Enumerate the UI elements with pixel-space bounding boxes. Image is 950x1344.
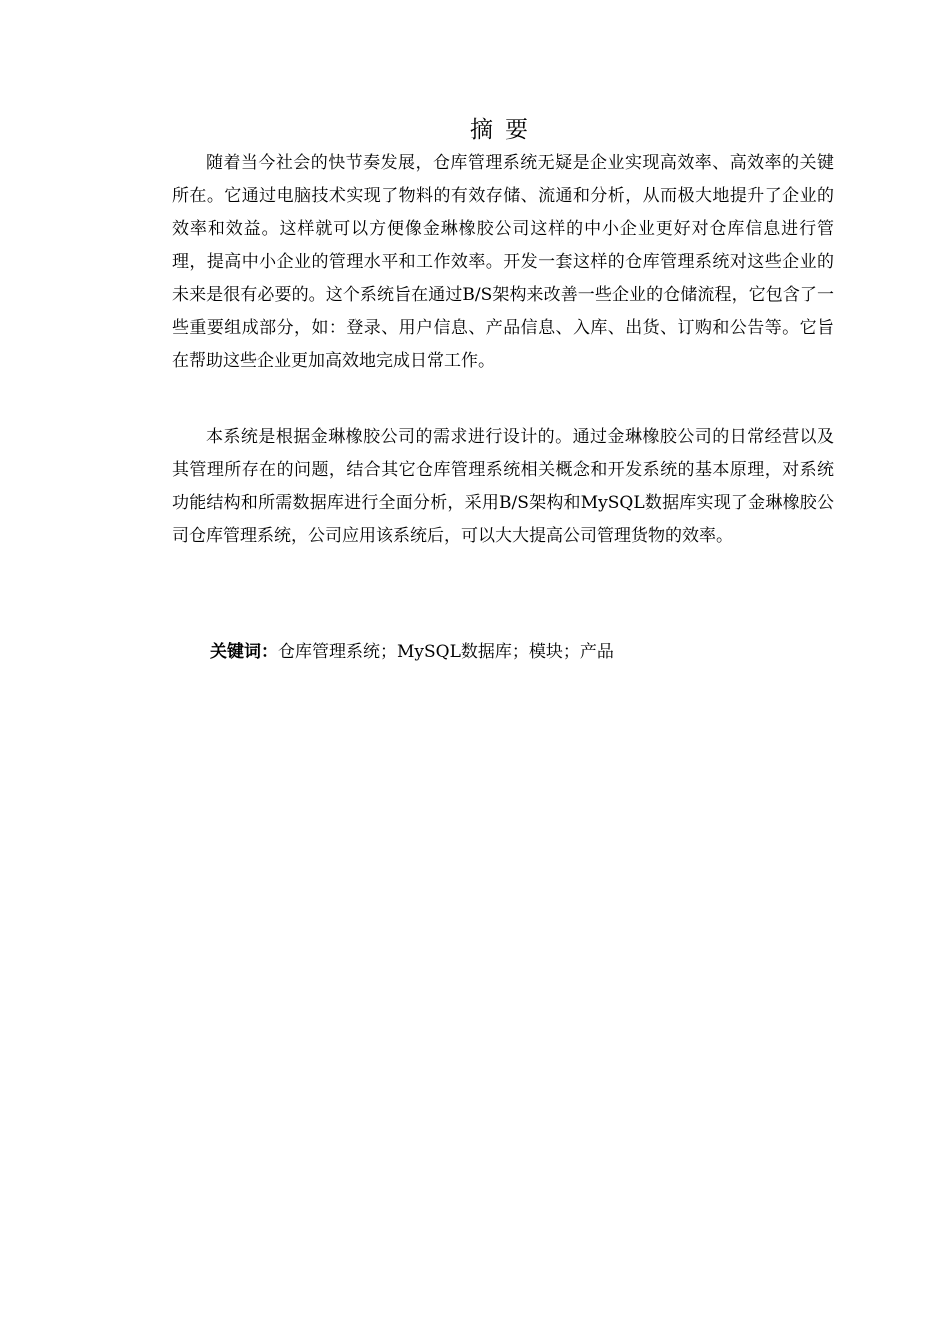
abstract-paragraph-1: 随着当今社会的快节奏发展，仓库管理系统无疑是企业实现高效率、高效率的关键所在。它通过电脑技术实现了物料的有效存储、流通和分析，从而极大地提升了企业的效率和效益。这样就可以方便像金琳橡胶公司这样的中小企业更好对仓库信息进行管理，提高中小企业的管理水平和工作效率。开发一套这样的仓库管理系统对这些企业的未来是很有必要的。这个系统旨在通过B/S架构来改善一些企业的仓储流程，它包含了一些重要组成部分，如：登录、用户信息、产品信息、入库、出货、订购和公告等。它旨在帮助这些企业更加高效地完成日常工作。 (172, 153, 834, 371)
keywords-line (210, 637, 614, 667)
abstract-title: 摘要 (470, 117, 540, 143)
keywords-text: 仓库管理系统；MySQL数据库；模块；产品 (278, 642, 614, 662)
keywords-label: 关键词： (210, 642, 278, 662)
abstract-paragraph-2: 本系统是根据金琳橡胶公司的需求进行设计的。通过金琳橡胶公司的日常经营以及其管理所存在的问题，结合其它仓库管理系统相关概念和开发系统的基本原理，对系统功能结构和所需数据库进行全面分析，采用B/S架构和MySQL数据库实现了金琳橡胶公司仓库管理系统，公司应用该系统后，可以大大提高公司管理货物的效率。 (172, 427, 834, 546)
